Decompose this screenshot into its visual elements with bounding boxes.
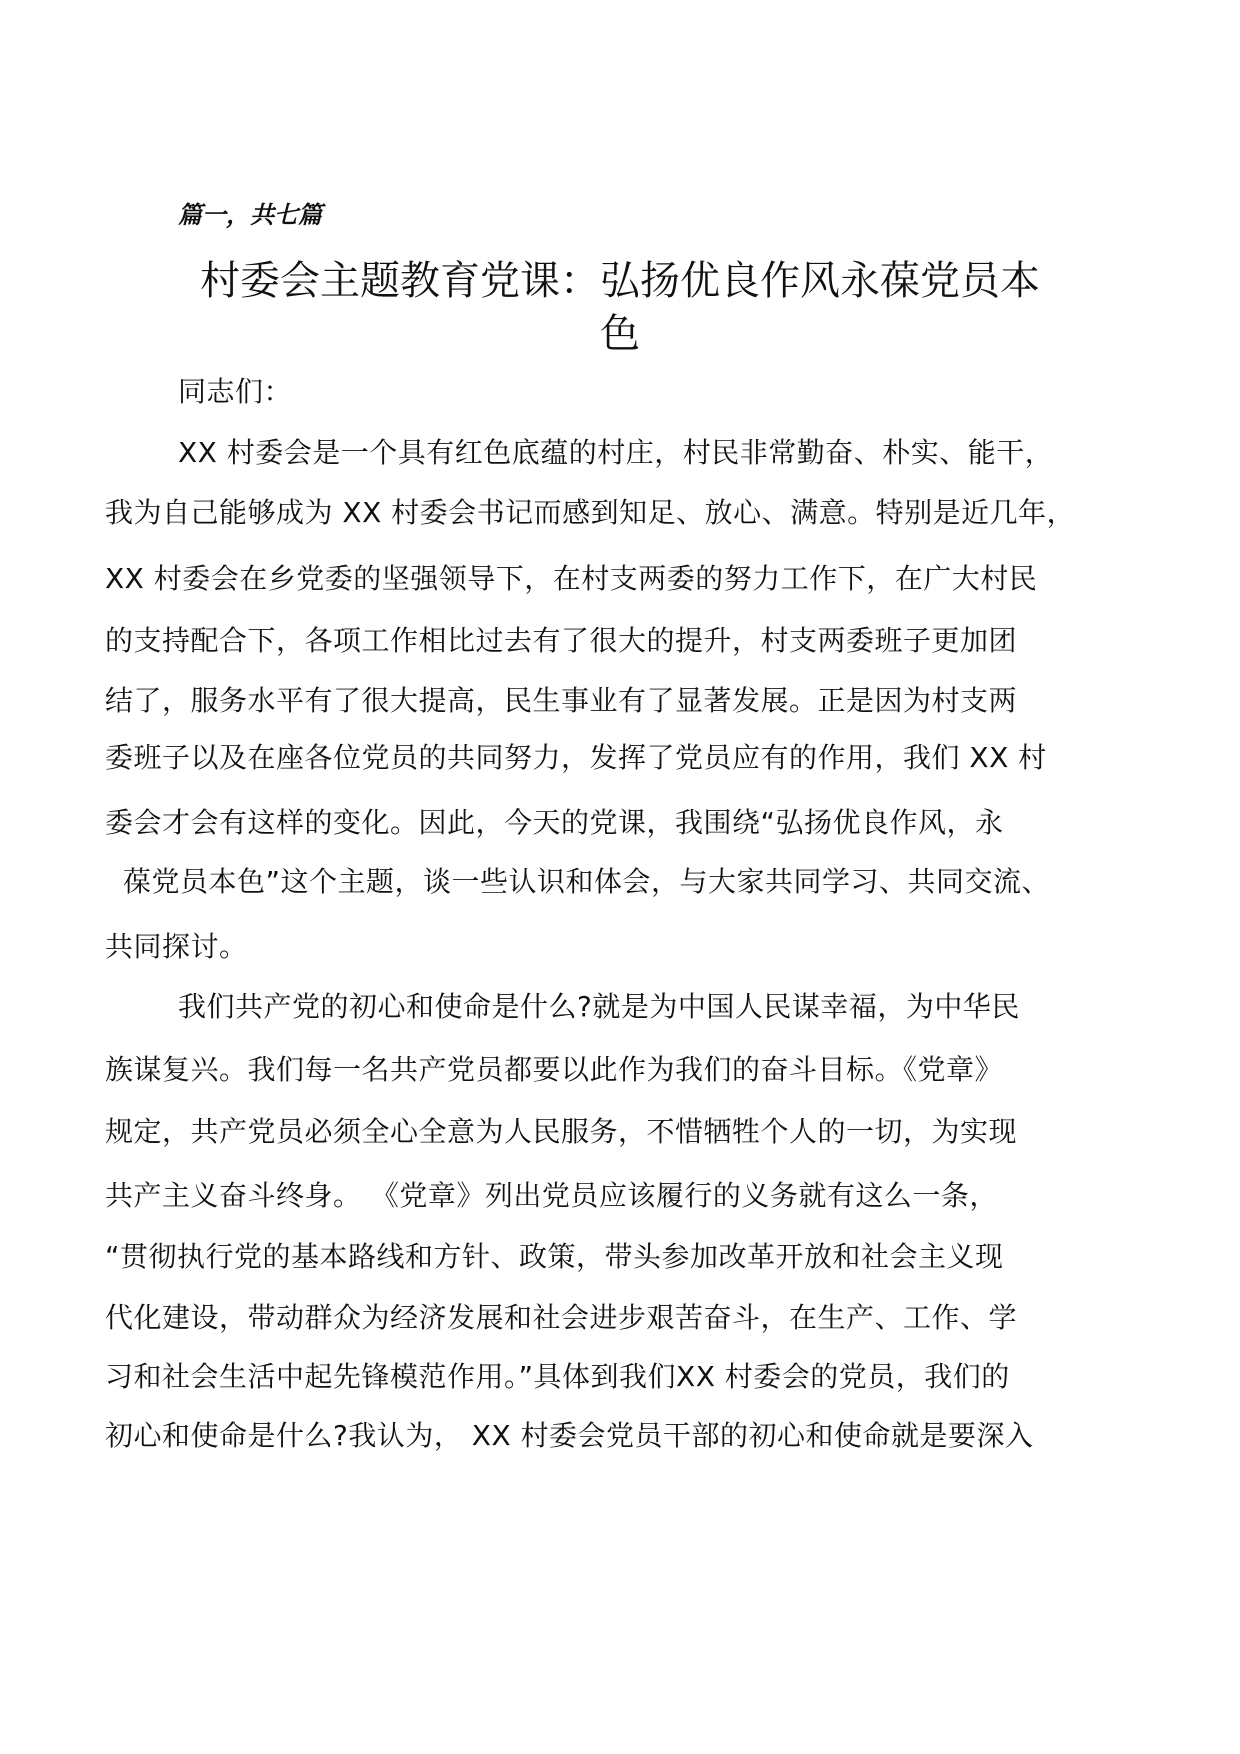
body-line: “贯彻执行党的基本路线和方针、政策，带头参加改革开放和社会主义现: [105, 1240, 1004, 1273]
body-line: 共产主义奋斗终身。 《党章》列出党员应该履行的义务就有这么一条，: [105, 1179, 998, 1212]
body-line: 规定，共产党员必须全心全意为人民服务，不惜牺牲个人的一切，为实现: [105, 1115, 1018, 1148]
document-title-line-2: 色: [600, 311, 640, 357]
body-line: 共同探讨。: [105, 930, 248, 963]
body-line: 初心和使命是什么?我认为， XX 村委会党员干部的初心和使命就是要深入: [105, 1419, 1034, 1452]
body-line: 习和社会生活中起先锋模范作用。”具体到我们XX 村委会的党员，我们的: [105, 1360, 1010, 1393]
body-line: 我们共产党的初心和使命是什么?就是为中国人民谋幸福，为中华民: [178, 990, 1020, 1023]
body-line: 的支持配合下，各项工作相比过去有了很大的提升，村支两委班子更加团: [105, 624, 1018, 657]
body-line: 我为自己能够成为 XX 村委会书记而感到知足、放心、满意。特别是近几年，: [105, 496, 1076, 529]
body-line: XX 村委会是一个具有红色底蕴的村庄，村民非常勤奋、朴实、能干，: [178, 436, 1054, 469]
body-line: XX 村委会在乡党委的坚强领导下，在村支两委的努力工作下，在广大村民: [105, 562, 1038, 595]
section-label: 篇一，共七篇: [178, 200, 322, 229]
salutation: 同志们：: [178, 375, 293, 408]
body-line: 委会才会有这样的变化。因此，今天的党课，我围绕“弘扬优良作风，永: [105, 806, 1004, 839]
body-line: 代化建设，带动群众为经济发展和社会进步艰苦奋斗，在生产、工作、学: [105, 1301, 1018, 1334]
body-line: 委班子以及在座各位党员的共同努力，发挥了党员应有的作用，我们 XX 村: [105, 741, 1047, 774]
body-line: 葆党员本色”这个主题，谈一些认识和体会，与大家共同学习、共同交流、: [123, 865, 1051, 898]
body-line: 结了，服务水平有了很大提高，民生事业有了显著发展。正是因为村支两: [105, 684, 1018, 717]
document-title-line-1: 村委会主题教育党课：弘扬优良作风永葆党员本: [200, 258, 1040, 304]
body-line: 族谋复兴。我们每一名共产党员都要以此作为我们的奋斗目标。《党章》: [105, 1053, 1004, 1086]
